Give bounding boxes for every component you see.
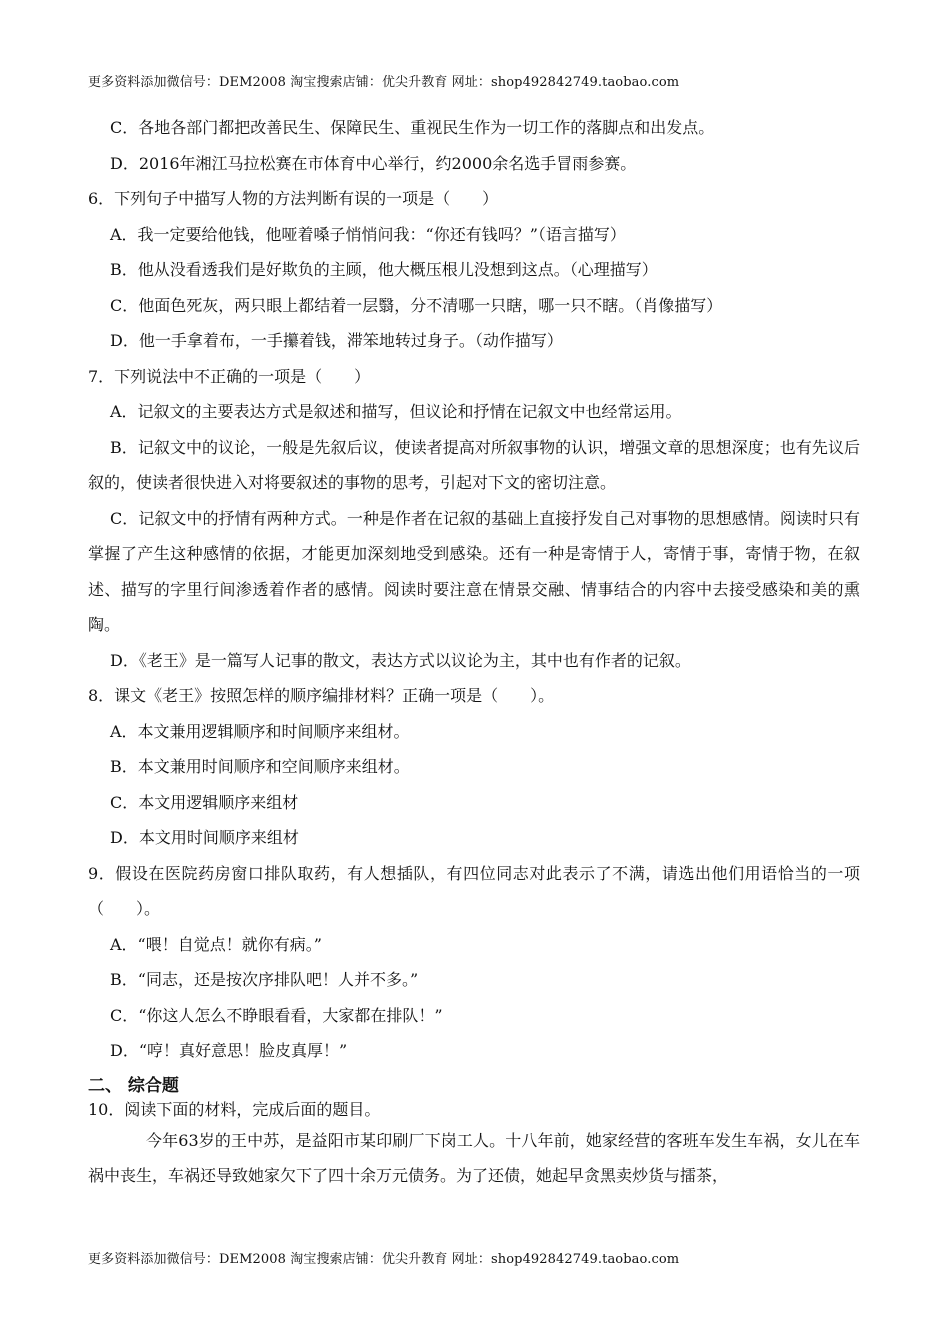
q9-option-d: D．“哼！真好意思！脸皮真厚！” (110, 1041, 348, 1060)
q9-option-a: A．“喂！自觉点！就你有病。” (110, 934, 322, 954)
q7-option-b: B．记叙文中的议论，一般是先叙后议，使读者提高对所叙事物的认识，增强文章的思想深度；也有先议后叙的，使读者很快进入对将要叙述的事物的思考，引起对下文的密切注意。 (88, 437, 860, 492)
q8-option-a: A．本文兼用逻辑顺序和时间顺序来组材。 (110, 721, 410, 741)
q6-option-d: D．他一手拿着布，一手攥着钱，滞笨地转过身子。（动作描写） (110, 331, 563, 350)
q10-material: 今年63岁的王中苏，是益阳市某印刷厂下岗工人。十八年前，她家经营的客班车发生车祸，女儿在车祸中丧生，车祸还导致她家欠下了四十余万元债务。为了还债，她起早贪黑卖炒货与擂茶， (88, 1130, 860, 1185)
q6-option-c: C．他面色死灰，两只眼上都结着一层翳，分不清哪一只瞎，哪一只不瞎。（肖像描写） (110, 295, 723, 315)
exam-page-body (88, 110, 860, 1194)
q9-stem: 9．假设在医院药房窗口排队取药，有人想插队，有四位同志对此表示了不满，请选出他们用语恰当的一项（ ）。 (88, 863, 860, 918)
q9-option-c: C．“你这人怎么不睁眼看看，大家都在排队！” (110, 1005, 443, 1025)
q7-option-c: C．记叙文中的抒情有两种方式。一种是作者在记叙的基础上直接抒发自己对事物的思想感情。阅读时只有掌握了产生这种感情的依据，才能更加深刻地受到感染。还有一种是寄情于人，寄情于事，寄情于物，在叙述、描写的字里行间渗透着作者的感情。阅读时要注意在情景交融、情事结合的内容中去接受感染和美的熏陶。 (88, 508, 860, 634)
section-title: 二、 综合题 (88, 1075, 179, 1096)
q8-option-c: C．本文用逻辑顺序来组材 (110, 792, 299, 812)
q7-stem: 7．下列说法中不正确的一项是（ ） (88, 366, 371, 386)
q8-option-b: B．本文兼用时间顺序和空间顺序来组材。 (110, 757, 410, 776)
q5-option-c: C．各地各部门都把改善民生、保障民生、重视民生作为一切工作的落脚点和出发点。 (110, 118, 715, 137)
q9-option-b: B．“同志，还是按次序排队吧！人并不多。” (110, 970, 419, 989)
page-header: 更多资料添加微信号：DEM2008 淘宝搜索店铺：优尖升教育 网址：shop492842749.taobao.com (88, 75, 680, 90)
q7-option-d: D．《老王》是一篇写人记事的散文，表达方式以议论为主，其中也有作者的记叙。 (110, 650, 691, 670)
q6-option-b: B．他从没看透我们是好欺负的主顾，他大概压根儿没想到这点。（心理描写） (110, 260, 658, 279)
q10-stem: 10．阅读下面的材料，完成后面的题目。 (88, 1099, 381, 1119)
q5-option-d: D．2016年湘江马拉松赛在市体育中心举行，约2000余名选手冒雨参赛。 (110, 153, 637, 173)
q6-option-a: A．我一定要给他钱，他哑着嗓子悄悄问我：“你还有钱吗？”（语言描写） (110, 224, 626, 244)
page-footer: 更多资料添加微信号：DEM2008 淘宝搜索店铺：优尖升教育 网址：shop492842749.taobao.com (88, 1252, 680, 1267)
q7-option-a: A．记叙文的主要表达方式是叙述和描写，但议论和抒情在记叙文中也经常运用。 (110, 402, 682, 421)
q8-stem: 8．课文《老王》按照怎样的顺序编排材料？正确一项是（ ）。 (88, 686, 555, 705)
q8-option-d: D．本文用时间顺序来组材 (110, 828, 299, 847)
q6-stem: 6．下列句子中描写人物的方法判断有误的一项是（ ） (88, 189, 499, 208)
